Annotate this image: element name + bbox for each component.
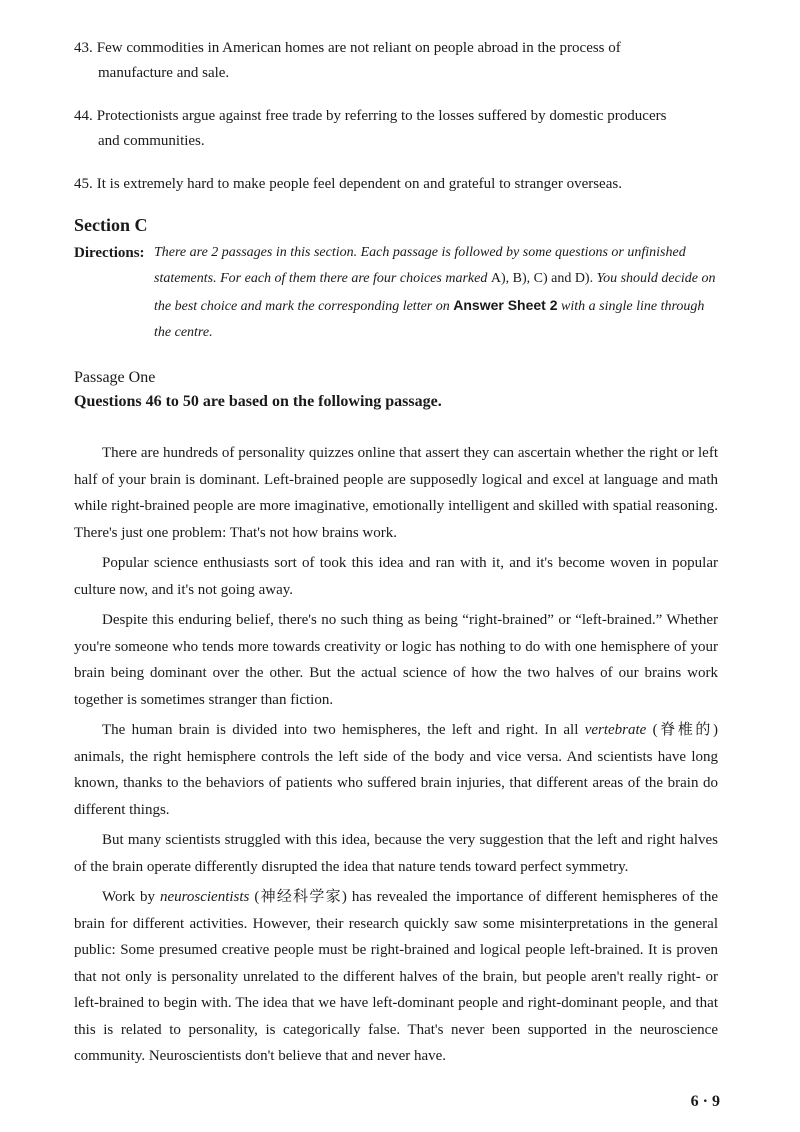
paragraph-4-a: The human brain is divided into two hemispheres, the left and right. In all: [102, 722, 585, 738]
section-title: Section C: [74, 215, 148, 235]
paragraph-4: [74, 717, 718, 823]
statement-45: [74, 172, 718, 197]
paragraph-6-a: Work by: [102, 889, 160, 905]
directions-part-3: with a single line through the centre.: [154, 299, 705, 340]
statement-text: Protectionists argue against free trade by referring to the losses suffered by domestic producers: [96, 108, 667, 124]
directions-part-2: You should decide on the best choice and mark the corresponding letter on: [154, 271, 716, 314]
statement-text: It is extremely hard to make people feel dependent on and grateful to stranger overseas.: [96, 176, 622, 192]
gloss-vertebrate: (脊椎的): [646, 722, 718, 738]
paragraph-4-b: animals, the right hemisphere controls the left side of the body and vice versa. And scientists have long known, thanks to the behaviors of patients who suffered brain injuries, that different areas of the brain do different things.: [74, 748, 718, 818]
directions-part-1: There are 2 passages in this section. Each passage is followed by some questions or unfinished statements. For each of them there are four choices marked: [154, 245, 686, 286]
directions-choices: A), B), C) and D).: [490, 271, 594, 286]
paragraph-6-b: has revealed the importance of different hemispheres of the brain for different activities. However, their research quickly saw some misinterpretations in the general public: Some presumed creative people must be right-brained and logical people left-brained. It is proven that not only is personality unrelated to the different halves of the brain, but people aren't really right- or left-brained to begin with. The idea that we have left-dominant people and right-dominant people, and that this is related to personality, is categorically false. That's never been supported in the neuroscience community. Neuroscientists don't believe that and never have.: [74, 889, 718, 1064]
statement-text: Few commodities in American homes are not reliant on people abroad in the process of: [96, 40, 621, 56]
gloss-neuroscientists: (神经科学家): [249, 889, 352, 905]
directions: [74, 240, 718, 346]
paragraph-3: Despite this enduring belief, there's no such thing as being “right-brained” or “left-brained.” Whether you're someone who tends more towards creativity or logic has nothing to do with one hemisphere of your brain being dominant over the other. But the actual science of how the two halves of our brains work together is sometimes stranger than fiction.: [74, 612, 718, 708]
statement-43: [74, 36, 718, 86]
paragraph-2: Popular science enthusiasts sort of took this idea and ran with it, and it's become woven in popular culture now, and it's not going away.: [74, 555, 718, 598]
directions-label: Directions:: [74, 245, 145, 261]
statement-number: 44.: [74, 108, 93, 124]
page-number: 6 · 9: [690, 1093, 720, 1110]
statement-continuation: and communities.: [98, 133, 205, 149]
statement-44: [74, 104, 718, 154]
document-page: [74, 36, 718, 1074]
term-vertebrate: vertebrate: [584, 722, 647, 738]
answer-sheet-label: Answer Sheet 2: [453, 297, 558, 313]
statement-continuation: manufacture and sale.: [98, 65, 230, 81]
term-neuroscientists: neuroscientists: [159, 889, 250, 905]
directions-text: [154, 240, 718, 346]
passage-questions: Questions 46 to 50 are based on the following passage.: [74, 393, 442, 410]
paragraph-5: But many scientists struggled with this idea, because the very suggestion that the left and right halves of the brain operate differently disrupted the idea that nature tends toward perfect symmetry.: [74, 832, 718, 875]
paragraph-6: [74, 884, 718, 1070]
statement-number: 45.: [74, 176, 93, 192]
paragraph-1: There are hundreds of personality quizzes online that assert they can ascertain whether the right or left half of your brain is dominant. Left-brained people are supposedly logical and excel at language and math while right-brained people are more imaginative, emotionally intelligent and skilled with spatial reasoning. There's just one problem: That's not how brains work.: [74, 445, 718, 541]
passage-title: Passage One: [74, 369, 156, 386]
statement-number: 43.: [74, 40, 93, 56]
